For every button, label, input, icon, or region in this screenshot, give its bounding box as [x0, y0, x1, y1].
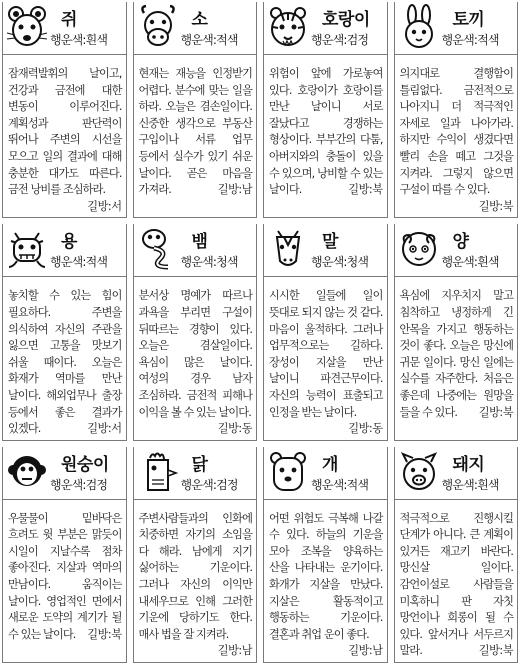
lucky-color: 행운색:적색 [311, 477, 369, 492]
fortune-text: 현재는 재능을 인정받기 어렵다. 분수에 맞는 일을 하라. 오늘은 겸손일이다. 신중한 생각으로 부동산 구입이나 서류 업무 등에서 실수가 있기 쉬운 날이다. 곧은 마음을 가져라. 길방:남 [134, 55, 257, 217]
card-header [264, 2, 387, 55]
card-header [3, 2, 126, 55]
lucky-direction: 길방:남 [217, 644, 252, 658]
card-header [395, 2, 518, 55]
lucky-direction: 길방:남 [217, 183, 252, 197]
fortune-card-rat [2, 2, 127, 218]
fortune-card-sheep [394, 224, 519, 440]
lucky-color: 행운색:적색 [441, 33, 499, 47]
animal-name: 원숭이 [61, 454, 109, 475]
lucky-direction: 길방:북 [478, 199, 513, 213]
animal-name: 돼지 [452, 454, 485, 475]
dog-icon [268, 450, 308, 494]
animal-name: 소 [191, 10, 208, 30]
lucky-color: 행운색:흰색 [50, 33, 108, 47]
rabbit-icon [399, 5, 439, 49]
fortune-card-monkey [2, 447, 127, 663]
animal-name: 개 [322, 454, 338, 475]
animal-name: 양 [452, 232, 469, 253]
fortune-text: 주변사람들과의 인화에 치중하면 자기의 소임을 다 해라. 남에게 지기 싫어하는 기운이다. 그러나 자신의 이익만 내세우므로 인해 그러한 기운에 당하기도 한다. 매사 법을 잘 지켜라. 길방:남 [134, 500, 257, 662]
dragon-icon [7, 227, 47, 271]
card-header [134, 447, 257, 500]
animal-name: 쥐 [61, 10, 77, 30]
card-header [395, 224, 518, 277]
rat-icon [7, 5, 47, 49]
lucky-color: 행운색:청색 [311, 255, 369, 270]
fortune-text: 잠재력발휘의 날이고, 건강과 금전에 대한 변동이 이루어진다. 계획성과 판단력이 뛰어나 주변의 시선을 모으고 일의 결과에 대해 충분한 대가도 따른다. 금전 낭비를 조심하라. 길방:서 [3, 55, 126, 217]
lucky-color: 행운색:검정 [50, 477, 108, 492]
lucky-color: 행운색:검정 [180, 477, 238, 492]
animal-name: 토끼 [452, 10, 485, 30]
lucky-color: 행운색:검정 [311, 33, 369, 47]
card-header [264, 224, 387, 277]
animal-name: 뱀 [191, 232, 208, 253]
snake-icon [138, 227, 178, 271]
card-header [134, 224, 257, 277]
lucky-direction: 길방:북 [478, 405, 513, 419]
fortune-card-rabbit [394, 2, 519, 218]
lucky-color: 행운색:청색 [180, 255, 238, 270]
animal-name: 용 [61, 232, 77, 253]
card-header [395, 447, 518, 500]
fortune-text: 분서상 명예가 따르나 과욕을 부리면 구설이 뒤따르는 경향이 있다. 오늘은 겸살일이다. 욕심이 많은 날이다. 여성의 경우 남자 조심하라. 금전적 피해나 이익을 볼 수 있는 날이다. 길방:동 [134, 277, 257, 439]
lucky-color: 행운색:흰색 [441, 477, 499, 492]
fortune-text: 시시한 일들에 일이 뜻대로 되지 않는 것 같다. 마음이 울적하다. 그러나 업무적으로는 길하다. 장성이 지살을 만난 날이니 파견근무이다. 자신의 능력이 표출되고 인정을 받는 날이다. 길방:동 [264, 277, 387, 439]
tiger-icon [268, 5, 308, 49]
fortune-text: 놓치할 수 있는 힘이 필요하다. 주변을 의식하여 자신의 주관을 잃으면 고통을 맛보기 쉬울 때이다. 오늘은 화재가 역마를 만난 날이다. 해외업무나 출장 등에서 좋은 결과가 있겠다. 길방:서 [3, 277, 126, 439]
fortune-card-ox [133, 2, 258, 218]
fortune-card-tiger [263, 2, 388, 218]
animal-name: 말 [322, 232, 338, 253]
lucky-direction: 길방:북 [478, 644, 513, 658]
lucky-direction: 길방:동 [217, 422, 252, 436]
fortune-card-pig [394, 447, 519, 663]
animal-name: 호랑이 [322, 10, 370, 30]
fortune-text: 우물물이 밑바닥은 흐려도 윗 부분은 맑듯이 시일이 지날수록 점차 좋아진다. 지살과 역마의 만남이다. 움직이는 날이다. 영업적인 면에서 새로운 도약의 계기가 될 수 있는 날이다. 길방:북 [3, 500, 126, 662]
fortune-card-dog [263, 447, 388, 663]
lucky-direction: 길방:남 [348, 644, 383, 658]
lucky-direction: 길방:서 [87, 422, 122, 436]
sheep-icon [399, 227, 439, 271]
lucky-direction: 길방:북 [348, 183, 383, 197]
lucky-direction: 길방:동 [348, 422, 383, 436]
fortune-card-dragon [2, 224, 127, 440]
horse-icon [268, 227, 308, 271]
lucky-direction: 길방:서 [87, 199, 122, 213]
card-header [134, 2, 257, 55]
ox-icon [138, 5, 178, 49]
card-header [264, 447, 387, 500]
fortune-card-rooster [133, 447, 258, 663]
fortune-text: 적극적으로 진행시킬 단계가 아니다. 큰 계획이 있거든 재고키 바란다. 망신살 일이다. 감언이설로 사람들을 미혹하니 판 자칫 망언이나 희롱이 될 수 있다. 앞서거나 서두르지 말라. 길방:북 [395, 500, 518, 662]
fortune-text: 어떤 위험도 극복해 나갈 수 있다. 하늘의 기운을 모아 조복을 양육하는 산을 나타내는 운기이다. 화개가 지살을 만났다. 지살은 활동적이고 행동하는 기운이다. 결혼과 취업 운이 좋다. 길방:남 [264, 500, 387, 662]
lucky-color: 행운색:적색 [180, 33, 238, 47]
card-header [3, 224, 126, 277]
lucky-color: 행운색:흰색 [441, 255, 499, 270]
fortune-card-horse [263, 224, 388, 440]
animal-name: 닭 [191, 454, 208, 475]
fortune-card-snake [133, 224, 258, 440]
lucky-color: 행운색:적색 [50, 255, 108, 270]
monkey-icon [7, 450, 47, 494]
fortune-text: 의지대로 결행함이 틀림없다. 금전적으로 나아지니 더 적극적인 자세로 일과 나아가라. 하지만 수익이 생겼다면 빨리 손을 떼고 그것을 지켜라. 그렇지 않으면 구설이 따를 수 있다. 길방:북 [395, 55, 518, 217]
card-header [3, 447, 126, 500]
fortune-text: 욕심에 지우치지 말고 침착하고 냉정하게 긴 안목을 가지고 행동하는 것이 좋다. 오늘은 망신에 귀문 일이다. 망신 일에는 실수를 자주한다. 처음은 좋은데 나중에는 원망을 들을 수 있다. 길방:북 [395, 277, 518, 439]
fortune-text: 위험이 앞에 가로놓여 있다. 호랑이가 호랑이를 만난 날이니 서로 잘났다고 경쟁하는 형상이다. 부부간의 다툼, 아버지와의 충돌이 있을 수 있으며, 낭비할 수 있는 날이다. 길방:북 [264, 55, 387, 217]
rooster-icon [138, 450, 178, 494]
lucky-direction: 길방:북 [87, 627, 122, 641]
pig-icon [399, 450, 439, 494]
